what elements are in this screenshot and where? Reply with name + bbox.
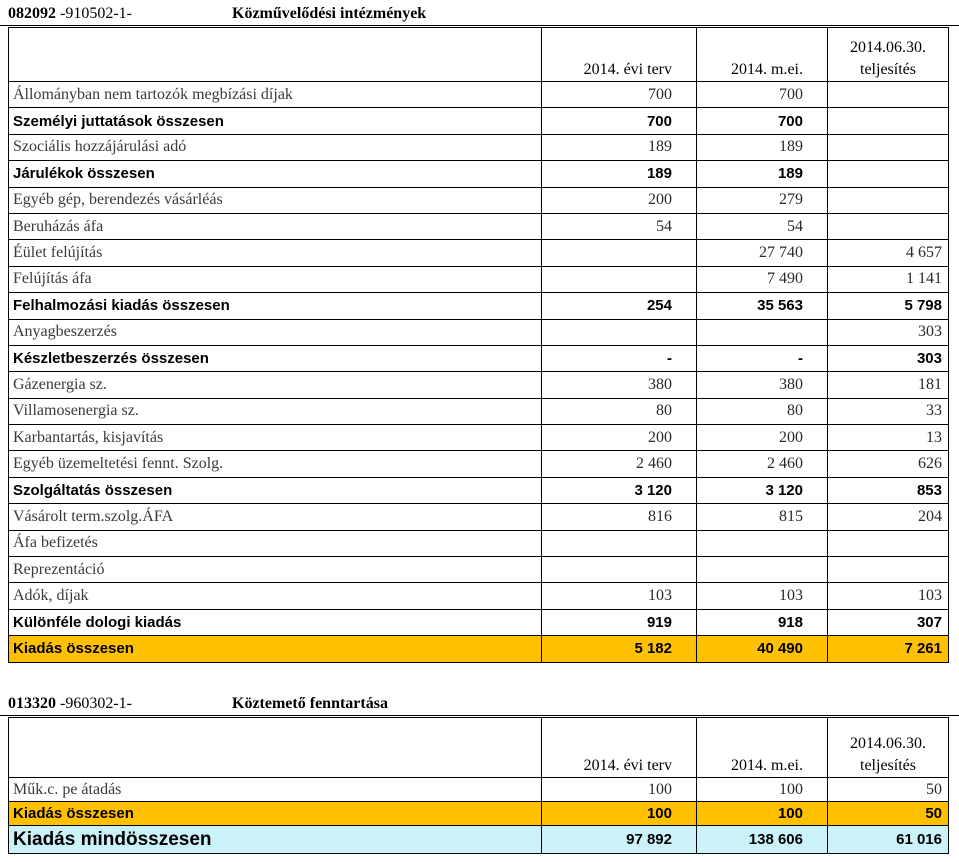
section1-plan-value: 80 <box>542 398 697 424</box>
section1-header-rule <box>0 25 959 26</box>
section1-table-row <box>9 583 949 609</box>
section1-modified-value: 189 <box>697 134 828 160</box>
section1-actual-value: 33 <box>828 398 949 424</box>
section2-col-actual <box>828 718 949 778</box>
section1-row-label: Felújítás áfa <box>9 266 542 292</box>
section1-row-label: Járulékok összesen <box>9 161 542 187</box>
section2-header-blank <box>9 718 542 778</box>
section2-modified-value: 100 <box>697 802 828 826</box>
section1-actual-value <box>828 82 949 108</box>
section2-actual-value: 50 <box>828 778 949 802</box>
section1-table-row <box>9 398 949 424</box>
section1-plan-value: 189 <box>542 134 697 160</box>
section1-row-label: Villamosenergia sz. <box>9 398 542 424</box>
section2-header-rule <box>0 715 959 716</box>
section2-modified-value: 138 606 <box>697 826 828 854</box>
section1-actual-value: 303 <box>828 319 949 345</box>
section1-col-actual-date: 2014.06.30. <box>850 39 926 56</box>
section1-subcode: -910502-1- <box>56 5 132 22</box>
section1-actual-value: 4 657 <box>828 240 949 266</box>
section1-modified-value: 7 490 <box>697 266 828 292</box>
section1-actual-value: 13 <box>828 425 949 451</box>
section1-plan-value: 54 <box>542 213 697 239</box>
section1-table-row <box>9 187 949 213</box>
section1-plan-value: 200 <box>542 425 697 451</box>
section1-modified-value: 54 <box>697 213 828 239</box>
section1-actual-value <box>828 108 949 134</box>
section1-row-label: Anyagbeszerzés <box>9 319 542 345</box>
section1-table-row <box>9 293 949 319</box>
section1-row-label: Különféle dologi kiadás <box>9 609 542 635</box>
section1-modified-value: 189 <box>697 161 828 187</box>
section2-col-modified: 2014. m.ei. <box>697 718 828 778</box>
section1-row-label: Éület felújítás <box>9 240 542 266</box>
section1-row-label: Adók, díjak <box>9 583 542 609</box>
section1-plan-value: 5 182 <box>542 636 697 662</box>
section1-code: 082092 <box>8 5 56 22</box>
section1-table-row <box>9 345 949 371</box>
section1-plan-value <box>542 240 697 266</box>
section2-col-plan: 2014. évi terv <box>542 718 697 778</box>
section1-plan-value: 200 <box>542 187 697 213</box>
section1-plan-value: 103 <box>542 583 697 609</box>
section2-modified-value: 100 <box>697 778 828 802</box>
section1-table-row <box>9 504 949 530</box>
section1-table-row <box>9 82 949 108</box>
section1-modified-value: 35 563 <box>697 293 828 319</box>
section1-actual-value: 853 <box>828 477 949 503</box>
section1-actual-value: 626 <box>828 451 949 477</box>
section1-table-row <box>9 108 949 134</box>
section1-actual-value: 204 <box>828 504 949 530</box>
section2-col-actual-date: 2014.06.30. <box>850 735 926 752</box>
section1-modified-value: 815 <box>697 504 828 530</box>
section1-modified-value: 40 490 <box>697 636 828 662</box>
section1-row-label: Egyéb üzemeltetési fennt. Szolg. <box>9 451 542 477</box>
section2-col-actual-label: teljesítés <box>860 757 916 774</box>
section1-table-row <box>9 161 949 187</box>
section1-table-row <box>9 319 949 345</box>
section2-actual-value: 50 <box>828 802 949 826</box>
section1-col-plan: 2014. évi terv <box>542 28 697 82</box>
section1-plan-value: 254 <box>542 293 697 319</box>
section1-row-label: Gázenergia sz. <box>9 372 542 398</box>
section1-plan-value: 700 <box>542 108 697 134</box>
section1-table-row <box>9 477 949 503</box>
section1-plan-value: 2 460 <box>542 451 697 477</box>
section2-table-row <box>9 826 949 854</box>
section2-table-row <box>9 778 949 802</box>
section1-row-label: Szociális hozzájárulási adó <box>9 134 542 160</box>
section1-column-header-row <box>9 28 949 82</box>
section1-col-actual-label: teljesítés <box>860 61 916 78</box>
section2-column-header-row <box>9 718 949 778</box>
section1-modified-value <box>697 530 828 556</box>
section1-row-label: Beruházás áfa <box>9 213 542 239</box>
section2-row-label: Kiadás mindösszesen <box>9 826 542 854</box>
section2-row-label: Kiadás összesen <box>9 802 542 826</box>
section1-modified-value: 279 <box>697 187 828 213</box>
section1-row-label: Karbantartás, kisjavítás <box>9 425 542 451</box>
section2-title: Köztemető fenntartása <box>232 695 388 712</box>
section1-table-row <box>9 134 949 160</box>
section1-actual-value: 181 <box>828 372 949 398</box>
section2-plan-value: 97 892 <box>542 826 697 854</box>
section1-modified-value: 200 <box>697 425 828 451</box>
section1-table-row <box>9 609 949 635</box>
section1-row-label: Egyéb gép, berendezés vásárléás <box>9 187 542 213</box>
section1-plan-value: 816 <box>542 504 697 530</box>
section1-table-row <box>9 530 949 556</box>
section1-title: Közművelődési intézmények <box>232 5 427 22</box>
section1-modified-value <box>697 557 828 583</box>
section1-row-label: Áfa befizetés <box>9 530 542 556</box>
section2-plan-value: 100 <box>542 802 697 826</box>
section1-table-row <box>9 266 949 292</box>
section2-header <box>8 694 388 714</box>
section1-plan-value <box>542 266 697 292</box>
section2-subcode: -960302-1- <box>56 695 132 712</box>
section2-code: 013320 <box>8 695 56 712</box>
section1-modified-value: 700 <box>697 82 828 108</box>
section1-modified-value: 918 <box>697 609 828 635</box>
section1-table <box>8 27 949 663</box>
section1-modified-value: - <box>697 345 828 371</box>
section1-actual-value: 303 <box>828 345 949 371</box>
section1-modified-value: 2 460 <box>697 451 828 477</box>
section1-actual-value <box>828 161 949 187</box>
section1-actual-value <box>828 134 949 160</box>
section2-table-row <box>9 802 949 826</box>
section1-plan-value: 700 <box>542 82 697 108</box>
section1-plan-value <box>542 319 697 345</box>
section1-modified-value: 380 <box>697 372 828 398</box>
section1-row-label: Személyi juttatások összesen <box>9 108 542 134</box>
section1-plan-value <box>542 557 697 583</box>
section1-modified-value: 27 740 <box>697 240 828 266</box>
section1-plan-value: 3 120 <box>542 477 697 503</box>
section1-actual-value <box>828 557 949 583</box>
section1-row-label: Készletbeszerzés összesen <box>9 345 542 371</box>
section1-table-row <box>9 451 949 477</box>
section2-row-label: Műk.c. pe átadás <box>9 778 542 802</box>
section1-header-blank <box>9 28 542 82</box>
section2-table <box>8 717 949 854</box>
section1-row-label: Felhalmozási kiadás összesen <box>9 293 542 319</box>
section1-table-row <box>9 425 949 451</box>
section1-row-label: Kiadás összesen <box>9 636 542 662</box>
section1-row-label: Állományban nem tartozók megbízási díjak <box>9 82 542 108</box>
section1-actual-value: 1 141 <box>828 266 949 292</box>
section1-modified-value: 700 <box>697 108 828 134</box>
section1-modified-value <box>697 319 828 345</box>
section1-modified-value: 103 <box>697 583 828 609</box>
section1-actual-value: 307 <box>828 609 949 635</box>
section1-table-row <box>9 557 949 583</box>
section1-col-actual <box>828 28 949 82</box>
section1-header <box>8 4 427 24</box>
section2-plan-value: 100 <box>542 778 697 802</box>
section1-modified-value: 80 <box>697 398 828 424</box>
section1-col-modified: 2014. m.ei. <box>697 28 828 82</box>
section1-actual-value: 103 <box>828 583 949 609</box>
section2-actual-value: 61 016 <box>828 826 949 854</box>
section1-table-row <box>9 372 949 398</box>
section1-actual-value <box>828 213 949 239</box>
section1-actual-value: 7 261 <box>828 636 949 662</box>
section1-table-row <box>9 636 949 662</box>
section1-row-label: Reprezentáció <box>9 557 542 583</box>
section1-row-label: Vásárolt term.szolg.ÁFA <box>9 504 542 530</box>
section1-actual-value <box>828 187 949 213</box>
section1-actual-value <box>828 530 949 556</box>
section1-plan-value: 919 <box>542 609 697 635</box>
section1-plan-value: - <box>542 345 697 371</box>
section1-table-row <box>9 240 949 266</box>
section1-plan-value <box>542 530 697 556</box>
section1-plan-value: 380 <box>542 372 697 398</box>
section1-modified-value: 3 120 <box>697 477 828 503</box>
section1-table-row <box>9 213 949 239</box>
section1-actual-value: 5 798 <box>828 293 949 319</box>
section1-plan-value: 189 <box>542 161 697 187</box>
section1-row-label: Szolgáltatás összesen <box>9 477 542 503</box>
